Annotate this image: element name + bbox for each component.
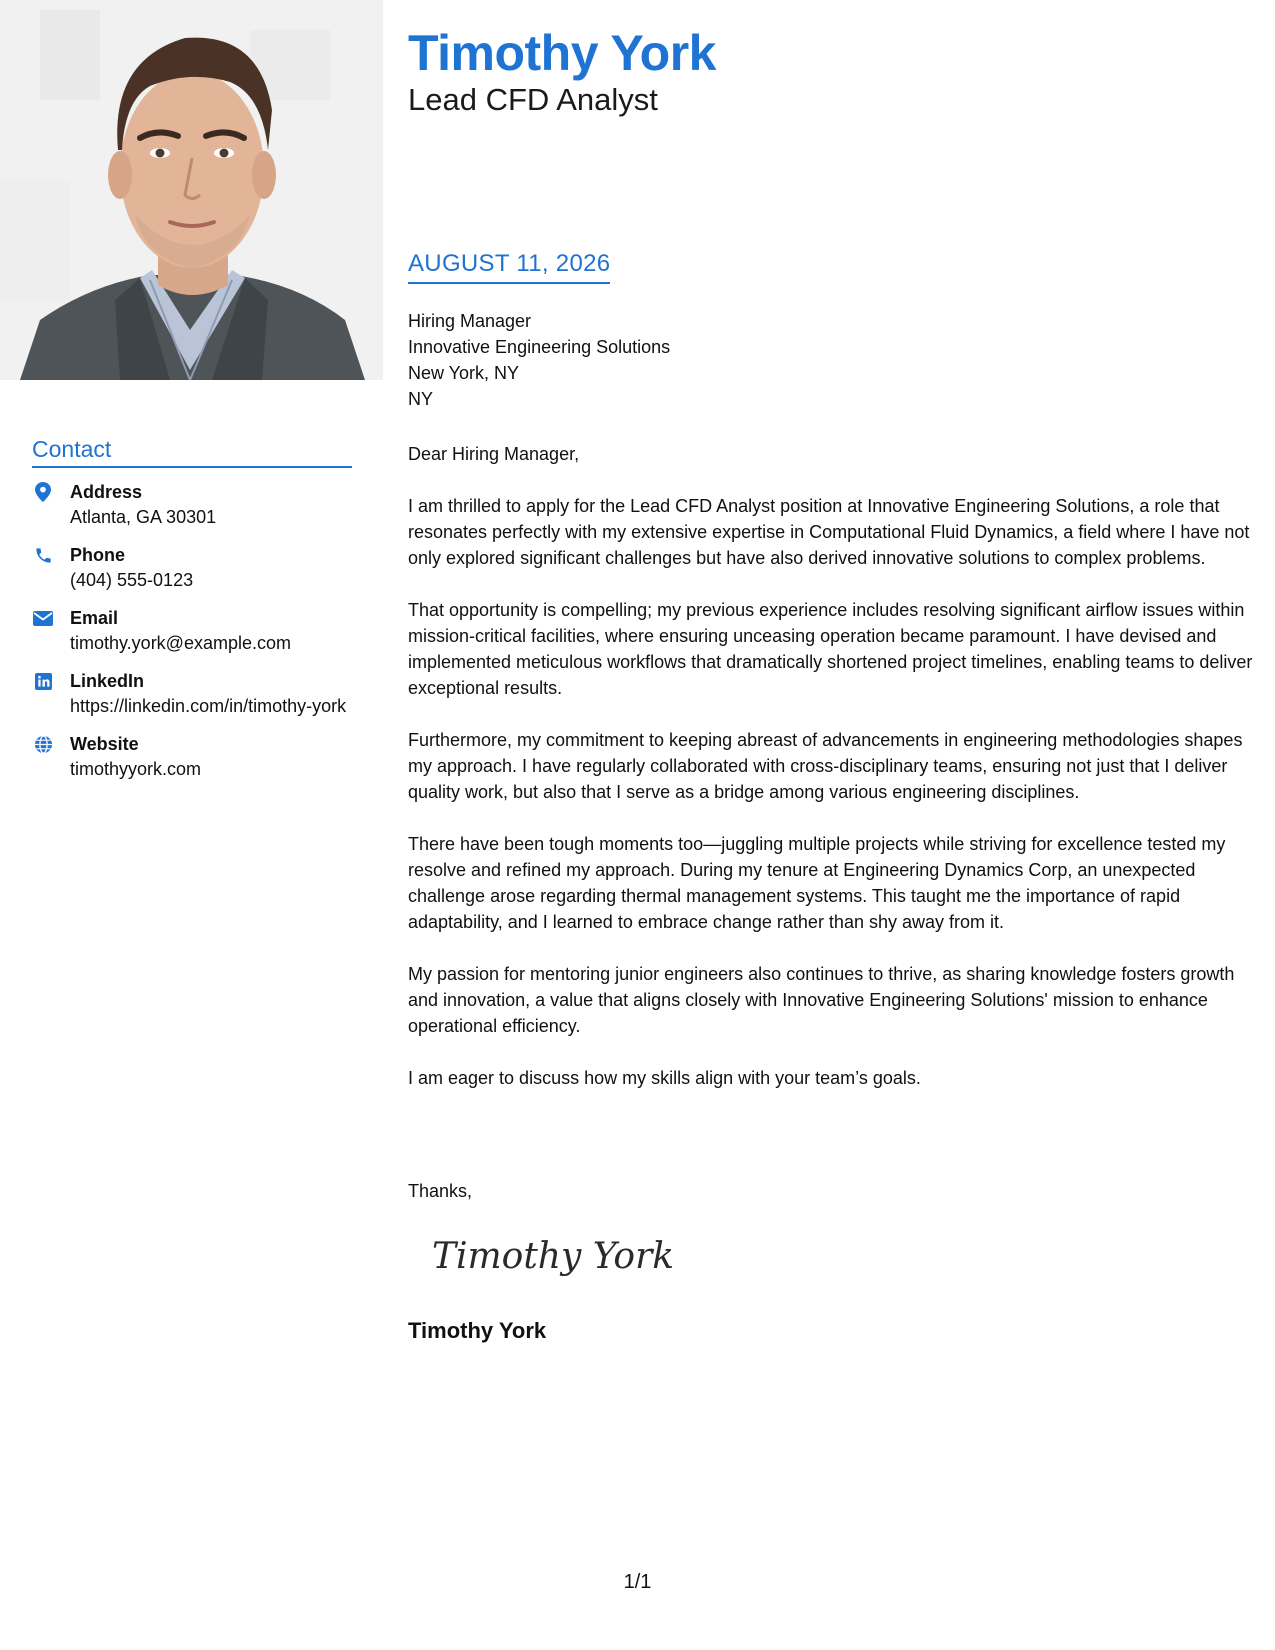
contact-value[interactable]: timothy.york@example.com <box>70 633 292 653</box>
contact-list <box>32 480 352 782</box>
letter-date: AUGUST 11, 2026 <box>408 250 610 284</box>
body-paragraph: I am eager to discuss how my skills align with your team’s goals. <box>408 1068 921 1088</box>
signed-name: Timothy York <box>408 1318 547 1343</box>
recipient-line: New York, NY <box>408 363 520 383</box>
contact-label: Website <box>70 734 139 754</box>
salutation: Dear Hiring Manager, <box>408 444 580 464</box>
page-number: 1/1 <box>623 1571 652 1593</box>
email-icon <box>32 607 54 629</box>
recipient-line: NY <box>408 389 434 409</box>
contact-label: Email <box>70 608 119 628</box>
contact-label: Address <box>70 482 143 502</box>
body-paragraph: There have been tough moments too—juggling multiple projects while striving for excellence tested my resolve and refined my approach. During my tenure at Engineering Dynamics Corp, an unexpected challenge arose regarding thermal management systems. This taught me the importance of rapid adaptability, and I learned to embrace change rather than shy away from it. <box>408 834 1226 932</box>
globe-icon <box>32 733 54 755</box>
profile-photo <box>0 0 383 380</box>
phone-icon <box>32 544 54 566</box>
letter-body <box>408 441 1253 1117</box>
contact-sidebar <box>32 436 352 795</box>
signature <box>428 1226 688 1286</box>
body-paragraph: That opportunity is compelling; my previous experience includes resolving significant airflow issues within mission-critical facilities, where ensuring unceasing operation became paramount. I have devised and implemented meticulous workflows that dramatically shortened project timelines, enabling teams to deliver exceptional results. <box>408 600 1253 698</box>
recipient-line: Hiring Manager <box>408 311 532 331</box>
contact-item-address <box>32 480 352 530</box>
contact-item-linkedin <box>32 669 352 719</box>
contact-value: Atlanta, GA 30301 <box>70 507 217 527</box>
contact-heading: Contact <box>32 436 352 468</box>
contact-item-email <box>32 606 352 656</box>
recipient-block <box>408 308 670 412</box>
contact-label: Phone <box>70 545 126 565</box>
candidate-name: Timothy York <box>408 25 716 81</box>
location-pin-icon <box>32 481 54 503</box>
body-paragraph: I am thrilled to apply for the Lead CFD Analyst position at Innovative Engineering Solutions, a role that resonates perfectly with my extensive expertise in Computational Fluid Dynamics, a field where I have not only explored significant challenges but have also derived innovative solutions to complex problems. <box>408 496 1250 568</box>
closing: Thanks, <box>408 1181 473 1201</box>
contact-value: (404) 555-0123 <box>70 570 194 590</box>
contact-label: LinkedIn <box>70 671 145 691</box>
contact-value[interactable]: timothyyork.com <box>70 759 202 779</box>
body-paragraph: My passion for mentoring junior engineers also continues to thrive, as sharing knowledge fosters growth and innovation, a value that aligns closely with Innovative Engineering Solutions' mission to enhance operational efficiency. <box>408 964 1235 1036</box>
contact-item-website <box>32 732 352 782</box>
body-paragraph: Furthermore, my commitment to keeping abreast of advancements in engineering methodologies shapes my approach. I have regularly collaborated with cross-disciplinary teams, ensuring not just that I deliver quality work, but also that I serve as a bridge among various engineering disciplines. <box>408 730 1243 802</box>
contact-item-phone <box>32 543 352 593</box>
linkedin-icon <box>32 670 54 692</box>
contact-value[interactable]: https://linkedin.com/in/timothy-york <box>70 696 347 716</box>
recipient-line: Innovative Engineering Solutions <box>408 337 671 357</box>
candidate-role: Lead CFD Analyst <box>408 82 658 117</box>
signature-text: Timothy York <box>432 1236 675 1277</box>
